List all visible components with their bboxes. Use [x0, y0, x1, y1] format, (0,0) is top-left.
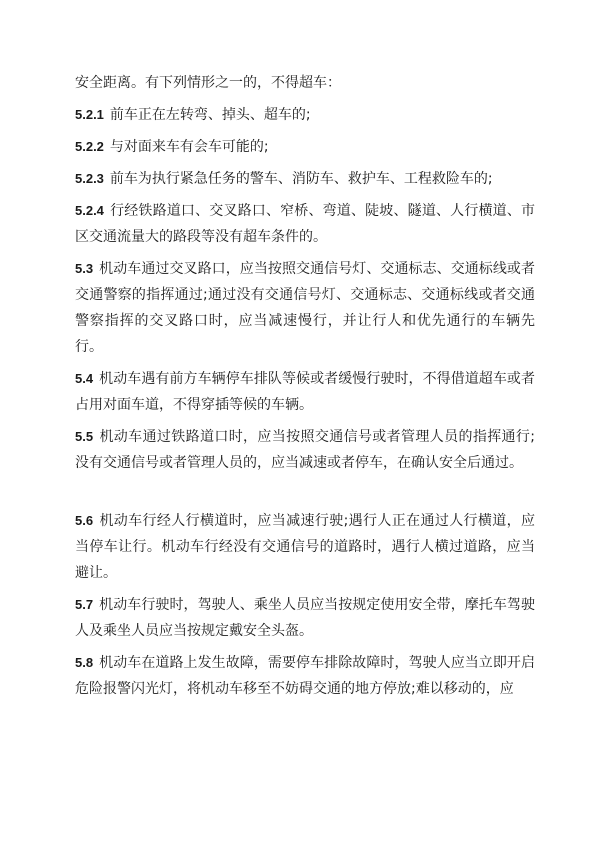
clause-number: 5.2.3 [75, 171, 104, 186]
paragraph-text: 前车为执行紧急任务的警车、消防车、救护车、工程救险车的; [109, 171, 493, 187]
clause-number: 5.2.2 [75, 139, 104, 154]
paragraph-text: 机动车在道路上发生故障，需要停车排除故障时，驾驶人应当立即开启危险报警闪光灯，将机动车移至不妨碍交通的地方停放;难以移动的，应 [75, 655, 535, 697]
paragraph-text: 与对面来车有会车可能的; [109, 139, 269, 155]
paragraph-5-4 [75, 366, 535, 418]
clause-number: 5.2.1 [75, 107, 104, 122]
clause-number: 5.7 [75, 597, 94, 612]
paragraph-5-2-2 [75, 134, 535, 160]
paragraph-text: 机动车通过交叉路口，应当按照交通信号灯、交通标志、交通标线或者交通警察的指挥通过;通过没有交通信号灯、交通标志、交通标线或者交通警察指挥的交叉路口时，应当减速慢行，并让行人和优先通行的车辆先行。 [75, 261, 535, 355]
clause-number: 5.4 [75, 371, 94, 386]
paragraph-text: 安全距离。有下列情形之一的，不得超车： [75, 75, 341, 91]
paragraph-text: 机动车通过铁路道口时，应当按照交通信号或者管理人员的指挥通行;没有交通信号或者管理人员的，应当减速或者停车，在确认安全后通过。 [75, 429, 535, 471]
paragraph-text: 前车正在左转弯、掉头、超车的; [109, 107, 311, 123]
paragraph-5-3 [75, 256, 535, 360]
paragraph-text: 机动车行经人行横道时，应当减速行驶;遇行人正在通过人行横道，应当停车让行。机动车行经没有交通信号的道路时，遇行人横过道路，应当避让。 [75, 513, 535, 581]
paragraph-text: 机动车遇有前方车辆停车排队等候或者缓慢行驶时，不得借道超车或者占用对面车道，不得穿插等候的车辆。 [75, 371, 535, 413]
paragraph-text: 机动车行驶时，驾驶人、乘坐人员应当按规定使用安全带，摩托车驾驶人及乘坐人员应当按规定戴安全头盔。 [75, 597, 535, 639]
clause-number: 5.2.4 [75, 203, 104, 218]
blank-line [75, 482, 535, 508]
clause-number: 5.8 [75, 655, 94, 670]
paragraph-5-6 [75, 508, 535, 586]
clause-number: 5.5 [75, 429, 94, 444]
paragraph-5-8 [75, 650, 535, 702]
paragraph-5-2-3 [75, 166, 535, 192]
paragraph-text: 行经铁路道口、交叉路口、窄桥、弯道、陡坡、隧道、人行横道、市区交通流量大的路段等没有超车条件的。 [75, 203, 535, 245]
clause-number: 5.3 [75, 261, 94, 276]
paragraph-5-2-1 [75, 102, 535, 128]
paragraph-intro [75, 70, 535, 96]
paragraph-5-7 [75, 592, 535, 644]
paragraph-5-5 [75, 424, 535, 476]
clause-number: 5.6 [75, 513, 94, 528]
document-body [75, 70, 535, 708]
paragraph-5-2-4 [75, 198, 535, 250]
